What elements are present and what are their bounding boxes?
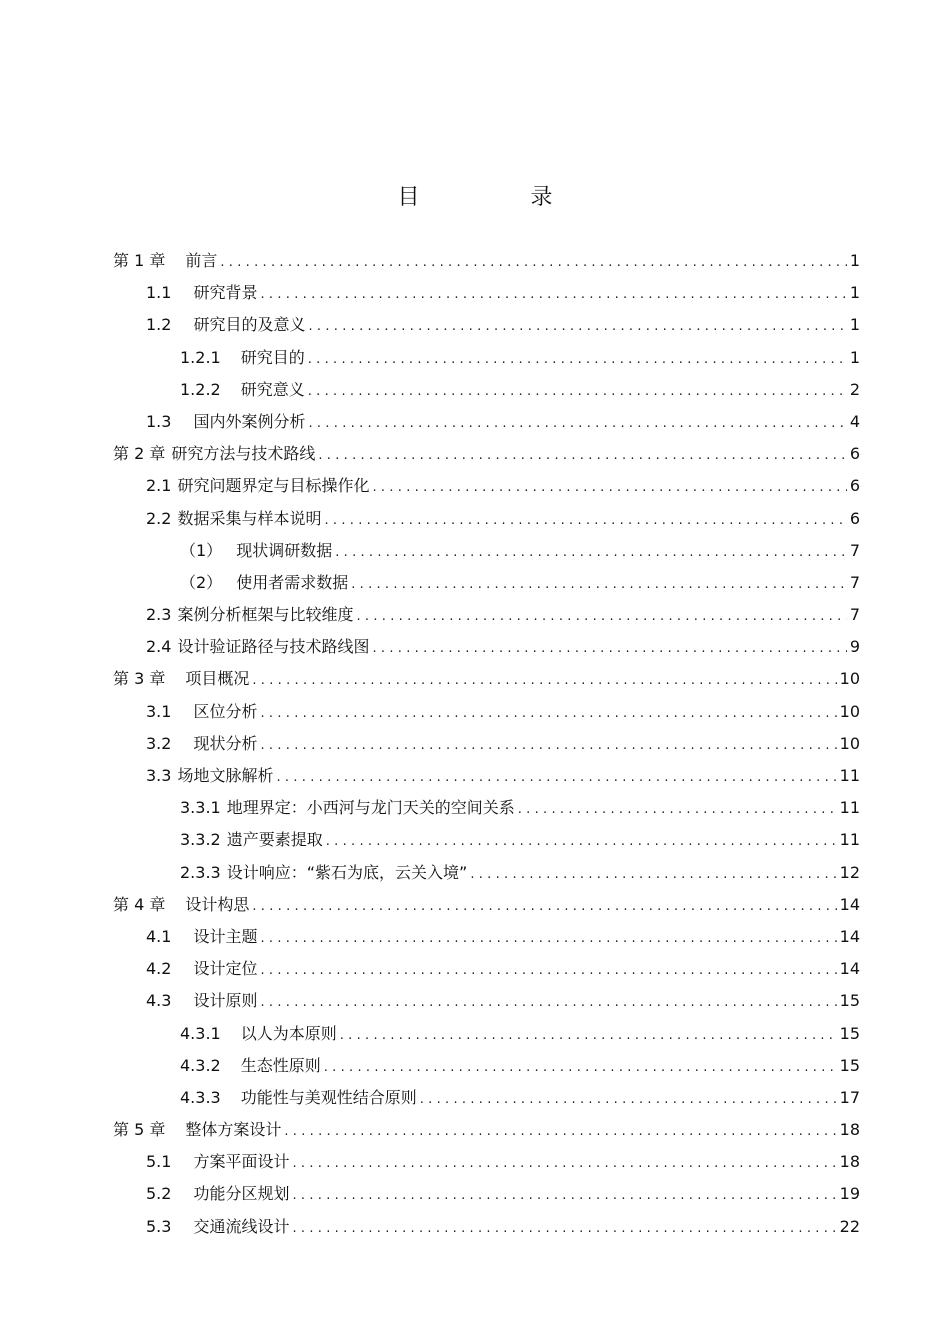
toc-entry-page-number: 7 (849, 540, 860, 560)
dot-leader (292, 1213, 836, 1245)
toc-title: 目 录 (397, 185, 605, 210)
toc-entry-page-number: 11 (839, 766, 860, 785)
toc-entry[interactable] (113, 470, 860, 502)
toc-entry-title: 国内外案例分析 (193, 411, 306, 431)
toc-entry-title: 研究目的 (240, 347, 305, 367)
toc-entry-title: 设计验证路径与技术路线图 (177, 637, 370, 657)
toc-entry[interactable] (113, 728, 860, 760)
toc-entry[interactable] (113, 921, 860, 953)
toc-entry-number: 4.1 (146, 926, 172, 946)
toc-entry-title: 交通流线设计 (193, 1216, 290, 1236)
dot-leader (356, 601, 846, 633)
toc-entry[interactable] (113, 342, 860, 374)
toc-entry-number: 4.2 (146, 959, 172, 979)
dot-leader (276, 762, 836, 794)
toc-entry[interactable] (113, 245, 860, 277)
toc-entry[interactable] (113, 1211, 860, 1243)
toc-entry[interactable] (113, 374, 860, 406)
toc-entry[interactable] (113, 277, 860, 309)
toc-entry-page-number: 6 (849, 476, 860, 496)
toc-entry-number: 4.3.1 (180, 1023, 221, 1043)
toc-entry-title: 现状分析 (193, 733, 258, 753)
toc-entry-number: 第 4 章 (113, 894, 166, 914)
toc-entry-page-number: 19 (839, 1184, 860, 1204)
dot-leader (326, 826, 837, 858)
toc-entry-title: 方案平面设计 (193, 1152, 290, 1172)
toc-entry-number: 第 2 章 (113, 444, 166, 464)
toc-entry[interactable] (113, 1082, 860, 1114)
toc-entry[interactable] (113, 567, 860, 599)
toc-entry-number: 5.2 (146, 1184, 172, 1204)
toc-entry-number: 1.3 (146, 411, 172, 431)
dot-leader (308, 344, 847, 376)
toc-entry-page-number: 14 (839, 959, 860, 979)
toc-entry-title: 项目概况 (185, 669, 250, 689)
toc-entry[interactable] (113, 535, 860, 567)
dot-leader (308, 311, 846, 343)
toc-entry[interactable] (113, 1050, 860, 1082)
toc-entry-title: 区位分析 (193, 701, 258, 721)
toc-entry-number: 2.2 (146, 508, 172, 528)
dot-leader (260, 730, 836, 762)
toc-entry-page-number: 14 (839, 926, 860, 946)
toc-entry-page-number: 14 (839, 894, 860, 914)
dot-leader (308, 408, 846, 440)
toc-entry-number: （1） (180, 540, 223, 560)
toc-entry[interactable] (113, 696, 860, 728)
toc-entry-page-number: 1 (849, 315, 860, 335)
toc-entry-title: 研究方法与技术路线 (171, 444, 316, 464)
toc-entry-number: 4.3 (146, 991, 172, 1011)
toc-entry-title: 设计构思 (185, 894, 250, 914)
toc-entry-page-number: 1 (849, 347, 860, 367)
dot-leader (324, 505, 846, 537)
toc-entry-number: 1.2.1 (180, 347, 221, 367)
toc-entry-page-number: 15 (839, 1055, 860, 1075)
toc-entry-page-number: 10 (839, 669, 860, 689)
dot-leader (470, 859, 836, 891)
toc-entry-number: 2.1 (146, 476, 172, 496)
toc-entry-number: 3.3 (146, 766, 172, 785)
dot-leader (420, 1084, 837, 1116)
dot-leader (260, 279, 846, 311)
toc-entry-title: 功能性与美观性结合原则 (240, 1087, 417, 1107)
toc-entry-number: 4.3.3 (180, 1087, 221, 1107)
toc-entry-page-number: 15 (839, 991, 860, 1011)
dot-leader (372, 633, 846, 665)
toc-entry[interactable] (113, 309, 860, 341)
toc-entry-page-number: 7 (849, 572, 860, 592)
toc-entry[interactable] (113, 1114, 860, 1146)
toc-entry-title: 设计原则 (193, 991, 258, 1011)
toc-entry[interactable] (113, 406, 860, 438)
dot-leader (318, 440, 846, 472)
table-of-contents (113, 245, 860, 1243)
toc-entry-number: 3.3.2 (180, 830, 221, 850)
dot-leader (260, 923, 836, 955)
toc-entry-title: 整体方案设计 (185, 1120, 282, 1140)
toc-entry[interactable] (113, 760, 860, 792)
dot-leader (260, 955, 836, 987)
toc-entry-number: 2.3.3 (180, 862, 221, 882)
toc-entry[interactable] (113, 824, 860, 856)
dot-leader (252, 891, 836, 923)
toc-entry-page-number: 11 (839, 798, 860, 818)
toc-entry-page-number: 9 (849, 637, 860, 657)
toc-entry-number: 3.3.1 (180, 798, 221, 818)
toc-entry-page-number: 15 (839, 1023, 860, 1043)
dot-leader (308, 376, 847, 408)
toc-entry-number: 1.2 (146, 315, 172, 335)
toc-entry[interactable] (113, 438, 860, 470)
toc-entry-title: 数据采集与样本说明 (177, 508, 322, 528)
toc-entry[interactable] (113, 792, 860, 824)
toc-entry[interactable] (113, 1146, 860, 1178)
dot-leader (518, 794, 837, 826)
toc-entry-title: 场地文脉解析 (177, 766, 274, 785)
toc-entry-title: 研究问题界定与目标操作化 (177, 476, 370, 496)
toc-entry-page-number: 1 (849, 251, 860, 270)
toc-entry[interactable] (113, 953, 860, 985)
dot-leader (292, 1148, 836, 1180)
toc-entry-page-number: 11 (839, 830, 860, 850)
dot-leader (260, 698, 836, 730)
toc-entry-number: 3.2 (146, 733, 172, 753)
toc-entry-title: 研究意义 (240, 379, 305, 399)
toc-entry-page-number: 10 (839, 733, 860, 753)
toc-entry-page-number: 4 (849, 411, 860, 431)
dot-leader (324, 1052, 837, 1084)
toc-entry-number: （2） (180, 572, 223, 592)
toc-entry[interactable] (113, 1018, 860, 1050)
toc-entry-page-number: 17 (839, 1087, 860, 1107)
toc-entry-title: 遗产要素提取 (226, 830, 323, 850)
toc-entry-title: 生态性原则 (240, 1055, 321, 1075)
toc-entry[interactable] (113, 663, 860, 695)
toc-entry-title: 使用者需求数据 (236, 572, 349, 592)
toc-entry-title: 现状调研数据 (236, 540, 333, 560)
dot-leader (220, 247, 846, 279)
toc-entry-number: 2.4 (146, 637, 172, 657)
toc-entry-page-number: 18 (839, 1152, 860, 1172)
toc-entry-page-number: 1 (849, 283, 860, 303)
toc-entry-title: 案例分析框架与比较维度 (177, 605, 354, 625)
toc-entry[interactable] (113, 503, 860, 535)
toc-entry-number: 第 3 章 (113, 669, 166, 689)
dot-leader (252, 665, 836, 697)
toc-entry-page-number: 10 (839, 701, 860, 721)
toc-entry[interactable] (113, 889, 860, 921)
toc-entry-page-number: 6 (849, 508, 860, 528)
toc-entry[interactable] (113, 599, 860, 631)
toc-entry-number: 1.2.2 (180, 379, 221, 399)
toc-entry-number: 5.3 (146, 1216, 172, 1236)
toc-entry-number: 3.1 (146, 701, 172, 721)
toc-entry[interactable] (113, 857, 860, 889)
toc-entry-title: 以人为本原则 (240, 1023, 337, 1043)
toc-entry-number: 5.1 (146, 1152, 172, 1172)
dot-leader (351, 569, 847, 601)
toc-entry-number: 第 1 章 (113, 251, 166, 270)
toc-entry-page-number: 6 (849, 444, 860, 464)
toc-entry-title: 前言 (185, 251, 218, 270)
toc-entry-title: 地理界定：小西河与龙门天关的空间关系 (226, 798, 515, 818)
toc-entry-page-number: 22 (839, 1216, 860, 1236)
dot-leader (372, 472, 846, 504)
toc-entry[interactable] (113, 1178, 860, 1210)
dot-leader (335, 537, 847, 569)
toc-entry-title: 设计响应：“紫石为底，云关入境” (226, 862, 468, 882)
toc-entry-number: 4.3.2 (180, 1055, 221, 1075)
toc-entry-page-number: 7 (849, 605, 860, 625)
toc-entry-page-number: 2 (849, 379, 860, 399)
toc-entry-title: 研究目的及意义 (193, 315, 306, 335)
toc-entry-number: 第 5 章 (113, 1120, 166, 1140)
toc-entry-title: 设计主题 (193, 926, 258, 946)
dot-leader (292, 1180, 836, 1212)
toc-entry-number: 1.1 (146, 283, 172, 303)
toc-entry-title: 研究背景 (193, 283, 258, 303)
dot-leader (284, 1116, 836, 1148)
toc-entry-page-number: 12 (839, 862, 860, 882)
toc-entry-number: 2.3 (146, 605, 172, 625)
toc-entry[interactable] (113, 985, 860, 1017)
toc-entry-title: 功能分区规划 (193, 1184, 290, 1204)
toc-entry[interactable] (113, 631, 860, 663)
toc-entry-title: 设计定位 (193, 959, 258, 979)
toc-entry-page-number: 18 (839, 1120, 860, 1140)
dot-leader (340, 1020, 837, 1052)
dot-leader (260, 987, 836, 1019)
